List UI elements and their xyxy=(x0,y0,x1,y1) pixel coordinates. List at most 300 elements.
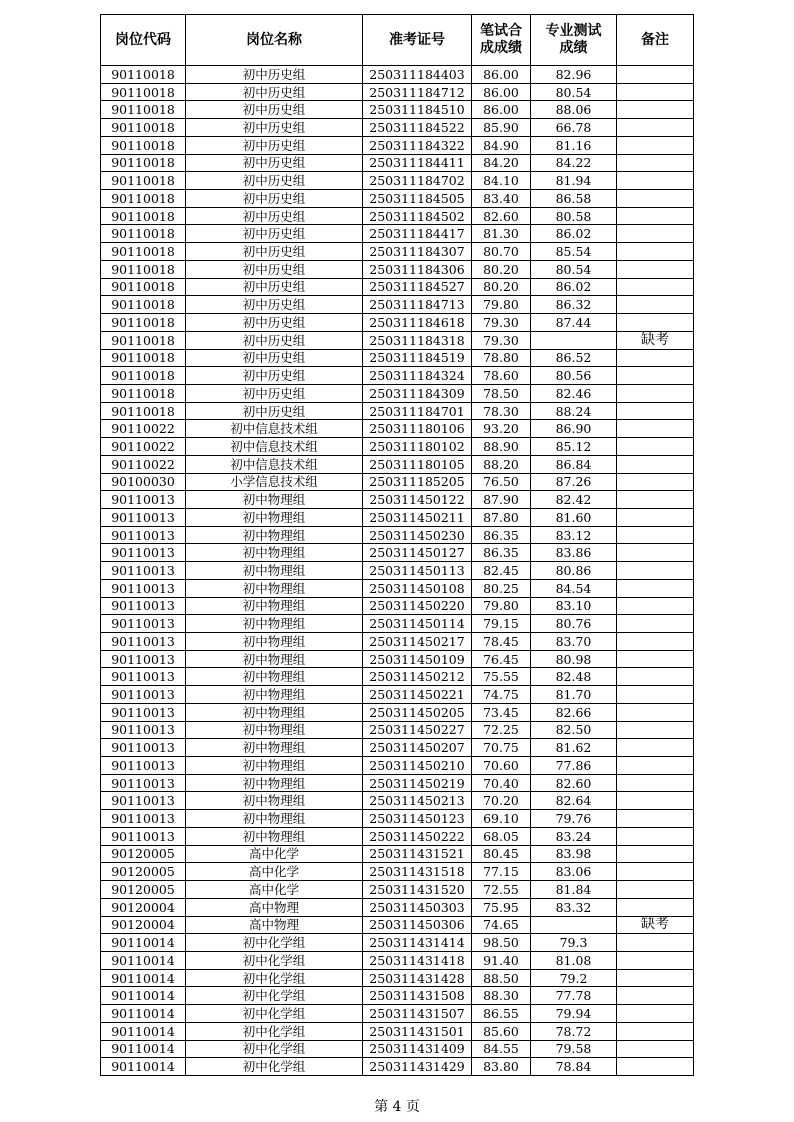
cell-position-code: 90110013 xyxy=(101,597,186,615)
cell-position-code: 90110013 xyxy=(101,526,186,544)
cell-ticket-number: 250311184502 xyxy=(363,207,472,225)
cell-position-code: 90110018 xyxy=(101,243,186,261)
cell-ticket-number: 250311184322 xyxy=(363,136,472,154)
cell-position-name: 高中物理 xyxy=(186,898,363,916)
header-written-score-text: 笔试合成成绩 xyxy=(480,23,522,56)
cell-note xyxy=(617,526,694,544)
cell-ticket-number: 250311450213 xyxy=(363,792,472,810)
cell-professional-score: 87.26 xyxy=(531,473,617,491)
cell-professional-score: 80.76 xyxy=(531,615,617,633)
cell-professional-score: 85.54 xyxy=(531,243,617,261)
cell-note xyxy=(617,172,694,190)
cell-note xyxy=(617,934,694,952)
cell-ticket-number: 250311450219 xyxy=(363,774,472,792)
table-row xyxy=(101,863,694,881)
cell-ticket-number: 250311450303 xyxy=(363,898,472,916)
cell-position-name: 高中物理 xyxy=(186,916,363,934)
cell-position-name: 初中物理组 xyxy=(186,597,363,615)
cell-written-score: 91.40 xyxy=(472,951,531,969)
cell-written-score: 93.20 xyxy=(472,420,531,438)
cell-written-score: 84.10 xyxy=(472,172,531,190)
cell-position-code: 90110013 xyxy=(101,686,186,704)
table-row xyxy=(101,951,694,969)
cell-ticket-number: 250311450212 xyxy=(363,668,472,686)
cell-professional-score: 85.12 xyxy=(531,438,617,456)
cell-professional-score: 83.10 xyxy=(531,597,617,615)
table-row xyxy=(101,827,694,845)
cell-professional-score: 86.32 xyxy=(531,296,617,314)
cell-written-score: 88.20 xyxy=(472,455,531,473)
cell-note xyxy=(617,774,694,792)
cell-note xyxy=(617,136,694,154)
cell-note xyxy=(617,384,694,402)
cell-professional-score: 81.70 xyxy=(531,686,617,704)
cell-written-score: 83.80 xyxy=(472,1058,531,1076)
cell-ticket-number: 250311431414 xyxy=(363,934,472,952)
cell-position-code: 90120004 xyxy=(101,898,186,916)
cell-professional-score: 80.98 xyxy=(531,650,617,668)
cell-position-code: 90110018 xyxy=(101,314,186,332)
cell-professional-score: 82.66 xyxy=(531,703,617,721)
cell-professional-score: 84.54 xyxy=(531,579,617,597)
cell-professional-score: 79.94 xyxy=(531,1005,617,1023)
table-row xyxy=(101,473,694,491)
cell-ticket-number: 250311184510 xyxy=(363,101,472,119)
table-row xyxy=(101,438,694,456)
cell-position-code: 90110013 xyxy=(101,703,186,721)
cell-ticket-number: 250311180102 xyxy=(363,438,472,456)
table-row xyxy=(101,845,694,863)
cell-professional-score: 82.64 xyxy=(531,792,617,810)
cell-written-score: 75.55 xyxy=(472,668,531,686)
cell-professional-score xyxy=(531,331,617,349)
cell-professional-score: 82.46 xyxy=(531,384,617,402)
cell-professional-score: 88.24 xyxy=(531,402,617,420)
cell-position-name: 初中物理组 xyxy=(186,774,363,792)
cell-professional-score: 83.70 xyxy=(531,633,617,651)
cell-written-score: 79.15 xyxy=(472,615,531,633)
table-row xyxy=(101,703,694,721)
cell-position-name: 初中信息技术组 xyxy=(186,438,363,456)
table-body xyxy=(101,66,694,1076)
cell-position-name: 初中历史组 xyxy=(186,260,363,278)
table-row xyxy=(101,66,694,84)
cell-ticket-number: 250311184713 xyxy=(363,296,472,314)
cell-ticket-number: 250311184702 xyxy=(363,172,472,190)
cell-position-code: 90110013 xyxy=(101,757,186,775)
cell-position-code: 90110018 xyxy=(101,101,186,119)
cell-written-score: 78.45 xyxy=(472,633,531,651)
cell-position-code: 90110014 xyxy=(101,1058,186,1076)
cell-note xyxy=(617,703,694,721)
table-row xyxy=(101,881,694,899)
cell-ticket-number: 250311184519 xyxy=(363,349,472,367)
cell-position-code: 90110018 xyxy=(101,278,186,296)
cell-written-score: 74.65 xyxy=(472,916,531,934)
table-row xyxy=(101,491,694,509)
table-row xyxy=(101,172,694,190)
cell-ticket-number: 250311431508 xyxy=(363,987,472,1005)
cell-position-code: 90110014 xyxy=(101,987,186,1005)
cell-position-name: 初中历史组 xyxy=(186,136,363,154)
cell-position-code: 90120005 xyxy=(101,881,186,899)
cell-professional-score: 79.3 xyxy=(531,934,617,952)
cell-written-score: 69.10 xyxy=(472,810,531,828)
table-row xyxy=(101,190,694,208)
cell-professional-score: 81.94 xyxy=(531,172,617,190)
cell-position-code: 90110022 xyxy=(101,438,186,456)
table-row xyxy=(101,916,694,934)
cell-professional-score: 79.76 xyxy=(531,810,617,828)
table-row xyxy=(101,331,694,349)
cell-position-code: 90110018 xyxy=(101,296,186,314)
table-row xyxy=(101,898,694,916)
cell-position-code: 90110018 xyxy=(101,384,186,402)
cell-position-name: 初中化学组 xyxy=(186,951,363,969)
table-row xyxy=(101,633,694,651)
cell-professional-score: 80.86 xyxy=(531,562,617,580)
cell-position-name: 初中历史组 xyxy=(186,243,363,261)
cell-position-name: 初中历史组 xyxy=(186,225,363,243)
cell-note xyxy=(617,969,694,987)
cell-ticket-number: 250311184307 xyxy=(363,243,472,261)
cell-position-name: 高中化学 xyxy=(186,863,363,881)
cell-note xyxy=(617,296,694,314)
cell-written-score: 98.50 xyxy=(472,934,531,952)
score-table xyxy=(100,14,694,1076)
cell-ticket-number: 250311450207 xyxy=(363,739,472,757)
cell-note xyxy=(617,792,694,810)
cell-note xyxy=(617,207,694,225)
cell-written-score: 86.00 xyxy=(472,101,531,119)
cell-ticket-number: 250311184701 xyxy=(363,402,472,420)
cell-professional-score: 83.98 xyxy=(531,845,617,863)
cell-position-code: 90110018 xyxy=(101,225,186,243)
cell-ticket-number: 250311450210 xyxy=(363,757,472,775)
cell-position-name: 初中历史组 xyxy=(186,349,363,367)
table-row xyxy=(101,296,694,314)
cell-position-name: 初中历史组 xyxy=(186,331,363,349)
table-row xyxy=(101,83,694,101)
cell-position-name: 初中物理组 xyxy=(186,792,363,810)
cell-position-name: 高中化学 xyxy=(186,881,363,899)
cell-professional-score: 78.72 xyxy=(531,1022,617,1040)
table-row xyxy=(101,154,694,172)
cell-position-code: 90110014 xyxy=(101,951,186,969)
table-row xyxy=(101,402,694,420)
cell-position-name: 初中物理组 xyxy=(186,686,363,704)
cell-ticket-number: 250311184522 xyxy=(363,119,472,137)
cell-note xyxy=(617,863,694,881)
cell-note xyxy=(617,827,694,845)
cell-position-code: 90110013 xyxy=(101,827,186,845)
cell-note xyxy=(617,562,694,580)
table-row xyxy=(101,526,694,544)
cell-ticket-number: 250311184411 xyxy=(363,154,472,172)
cell-note xyxy=(617,260,694,278)
cell-note xyxy=(617,225,694,243)
table-row xyxy=(101,757,694,775)
page-number: 第 4 页 xyxy=(374,1099,420,1115)
table-row xyxy=(101,1040,694,1058)
cell-note xyxy=(617,1022,694,1040)
cell-written-score: 80.20 xyxy=(472,260,531,278)
cell-professional-score: 86.02 xyxy=(531,278,617,296)
cell-written-score: 75.95 xyxy=(472,898,531,916)
cell-written-score: 84.90 xyxy=(472,136,531,154)
cell-position-code: 90110014 xyxy=(101,1022,186,1040)
cell-position-name: 初中历史组 xyxy=(186,119,363,137)
cell-position-name: 初中物理组 xyxy=(186,827,363,845)
cell-ticket-number: 250311184618 xyxy=(363,314,472,332)
cell-written-score: 85.60 xyxy=(472,1022,531,1040)
cell-note xyxy=(617,597,694,615)
table-row xyxy=(101,579,694,597)
header-ticket-number: 准考证号 xyxy=(363,15,472,66)
cell-position-code: 90110018 xyxy=(101,136,186,154)
cell-note xyxy=(617,579,694,597)
cell-position-code: 90110013 xyxy=(101,721,186,739)
cell-position-name: 初中物理组 xyxy=(186,703,363,721)
cell-written-score: 73.45 xyxy=(472,703,531,721)
cell-professional-score: 86.52 xyxy=(531,349,617,367)
cell-ticket-number: 250311450109 xyxy=(363,650,472,668)
table-row xyxy=(101,969,694,987)
cell-note xyxy=(617,1005,694,1023)
cell-note xyxy=(617,810,694,828)
cell-written-score: 88.90 xyxy=(472,438,531,456)
cell-written-score: 78.50 xyxy=(472,384,531,402)
cell-ticket-number: 250311450211 xyxy=(363,508,472,526)
cell-written-score: 70.75 xyxy=(472,739,531,757)
cell-position-code: 90110018 xyxy=(101,331,186,349)
cell-position-name: 初中物理组 xyxy=(186,739,363,757)
cell-written-score: 76.50 xyxy=(472,473,531,491)
cell-written-score: 78.30 xyxy=(472,402,531,420)
cell-position-code: 90110022 xyxy=(101,420,186,438)
cell-position-name: 初中化学组 xyxy=(186,1040,363,1058)
table-row xyxy=(101,792,694,810)
cell-position-name: 初中信息技术组 xyxy=(186,420,363,438)
cell-note xyxy=(617,650,694,668)
cell-ticket-number: 250311184324 xyxy=(363,367,472,385)
cell-position-code: 90110018 xyxy=(101,83,186,101)
cell-written-score: 85.90 xyxy=(472,119,531,137)
cell-position-code: 90110018 xyxy=(101,154,186,172)
cell-position-name: 初中物理组 xyxy=(186,544,363,562)
cell-ticket-number: 250311184403 xyxy=(363,66,472,84)
cell-ticket-number: 250311431418 xyxy=(363,951,472,969)
table-row xyxy=(101,101,694,119)
cell-written-score: 77.15 xyxy=(472,863,531,881)
header-professional-score-text: 专业测试成绩 xyxy=(545,23,602,56)
cell-professional-score: 82.42 xyxy=(531,491,617,509)
cell-position-code: 90110013 xyxy=(101,491,186,509)
cell-professional-score: 82.96 xyxy=(531,66,617,84)
cell-professional-score: 81.84 xyxy=(531,881,617,899)
cell-note xyxy=(617,951,694,969)
cell-professional-score: 86.02 xyxy=(531,225,617,243)
cell-professional-score: 80.58 xyxy=(531,207,617,225)
table-row xyxy=(101,987,694,1005)
cell-position-code: 90110013 xyxy=(101,792,186,810)
cell-ticket-number: 250311431518 xyxy=(363,863,472,881)
cell-professional-score: 77.86 xyxy=(531,757,617,775)
cell-professional-score: 87.44 xyxy=(531,314,617,332)
cell-written-score: 70.40 xyxy=(472,774,531,792)
cell-written-score: 84.20 xyxy=(472,154,531,172)
cell-note xyxy=(617,420,694,438)
cell-position-code: 90110013 xyxy=(101,810,186,828)
cell-position-name: 初中物理组 xyxy=(186,668,363,686)
cell-position-name: 初中物理组 xyxy=(186,721,363,739)
cell-position-name: 初中化学组 xyxy=(186,969,363,987)
table-row xyxy=(101,774,694,792)
table-row xyxy=(101,810,694,828)
table-row xyxy=(101,119,694,137)
cell-position-code: 90110018 xyxy=(101,207,186,225)
cell-position-name: 初中历史组 xyxy=(186,154,363,172)
cell-position-code: 90120004 xyxy=(101,916,186,934)
cell-position-code: 90110014 xyxy=(101,1040,186,1058)
cell-ticket-number: 250311450205 xyxy=(363,703,472,721)
cell-note xyxy=(617,845,694,863)
cell-position-code: 90100030 xyxy=(101,473,186,491)
cell-ticket-number: 250311180105 xyxy=(363,455,472,473)
cell-ticket-number: 250311450227 xyxy=(363,721,472,739)
cell-note xyxy=(617,615,694,633)
table-row xyxy=(101,934,694,952)
cell-ticket-number: 250311431520 xyxy=(363,881,472,899)
cell-ticket-number: 250311431507 xyxy=(363,1005,472,1023)
table-row xyxy=(101,668,694,686)
cell-position-name: 高中化学 xyxy=(186,845,363,863)
table-row xyxy=(101,455,694,473)
cell-professional-score: 81.60 xyxy=(531,508,617,526)
cell-position-name: 小学信息技术组 xyxy=(186,473,363,491)
cell-position-name: 初中物理组 xyxy=(186,810,363,828)
cell-professional-score: 81.62 xyxy=(531,739,617,757)
cell-position-code: 90110018 xyxy=(101,349,186,367)
cell-ticket-number: 250311450217 xyxy=(363,633,472,651)
cell-position-name: 初中历史组 xyxy=(186,190,363,208)
table-row xyxy=(101,207,694,225)
table-header-row xyxy=(101,15,694,66)
cell-position-code: 90110013 xyxy=(101,562,186,580)
cell-ticket-number: 250311431501 xyxy=(363,1022,472,1040)
cell-note xyxy=(617,438,694,456)
cell-written-score: 83.40 xyxy=(472,190,531,208)
cell-position-name: 初中物理组 xyxy=(186,491,363,509)
cell-note xyxy=(617,1058,694,1076)
cell-professional-score: 82.48 xyxy=(531,668,617,686)
cell-position-name: 初中历史组 xyxy=(186,367,363,385)
cell-position-name: 初中物理组 xyxy=(186,508,363,526)
cell-position-code: 90110013 xyxy=(101,633,186,651)
table-row xyxy=(101,225,694,243)
cell-position-code: 90110018 xyxy=(101,119,186,137)
cell-note xyxy=(617,154,694,172)
cell-ticket-number: 250311450306 xyxy=(363,916,472,934)
cell-professional-score: 83.86 xyxy=(531,544,617,562)
cell-position-name: 初中化学组 xyxy=(186,1005,363,1023)
cell-professional-score: 81.16 xyxy=(531,136,617,154)
cell-note xyxy=(617,83,694,101)
cell-ticket-number: 250311184306 xyxy=(363,260,472,278)
cell-note xyxy=(617,190,694,208)
cell-position-name: 初中历史组 xyxy=(186,296,363,314)
cell-position-name: 初中历史组 xyxy=(186,66,363,84)
cell-position-code: 90110013 xyxy=(101,774,186,792)
table-row xyxy=(101,615,694,633)
cell-position-name: 初中历史组 xyxy=(186,207,363,225)
table-row xyxy=(101,420,694,438)
cell-professional-score: 84.22 xyxy=(531,154,617,172)
cell-position-name: 初中历史组 xyxy=(186,101,363,119)
table-row xyxy=(101,367,694,385)
cell-position-code: 90110022 xyxy=(101,455,186,473)
cell-position-code: 90110013 xyxy=(101,668,186,686)
cell-ticket-number: 250311450220 xyxy=(363,597,472,615)
cell-position-code: 90110018 xyxy=(101,172,186,190)
cell-position-code: 90110018 xyxy=(101,190,186,208)
cell-professional-score: 83.12 xyxy=(531,526,617,544)
cell-professional-score: 82.60 xyxy=(531,774,617,792)
cell-position-name: 初中历史组 xyxy=(186,402,363,420)
cell-position-name: 初中信息技术组 xyxy=(186,455,363,473)
cell-ticket-number: 250311431429 xyxy=(363,1058,472,1076)
cell-written-score: 80.70 xyxy=(472,243,531,261)
cell-professional-score: 83.06 xyxy=(531,863,617,881)
cell-note xyxy=(617,668,694,686)
cell-written-score: 79.80 xyxy=(472,296,531,314)
cell-written-score: 80.45 xyxy=(472,845,531,863)
cell-note xyxy=(617,633,694,651)
cell-note xyxy=(617,686,694,704)
cell-ticket-number: 250311450222 xyxy=(363,827,472,845)
table-row xyxy=(101,721,694,739)
cell-note xyxy=(617,367,694,385)
cell-written-score: 82.45 xyxy=(472,562,531,580)
cell-position-code: 90110014 xyxy=(101,969,186,987)
cell-position-name: 初中物理组 xyxy=(186,562,363,580)
cell-note xyxy=(617,721,694,739)
cell-position-name: 初中物理组 xyxy=(186,615,363,633)
cell-written-score: 86.55 xyxy=(472,1005,531,1023)
table-row xyxy=(101,562,694,580)
cell-position-code: 90110013 xyxy=(101,544,186,562)
cell-ticket-number: 250311185205 xyxy=(363,473,472,491)
cell-position-name: 初中物理组 xyxy=(186,579,363,597)
cell-professional-score: 82.50 xyxy=(531,721,617,739)
table-row xyxy=(101,384,694,402)
header-note: 备注 xyxy=(617,15,694,66)
cell-ticket-number: 250311184417 xyxy=(363,225,472,243)
cell-written-score: 86.35 xyxy=(472,544,531,562)
table-row xyxy=(101,1058,694,1076)
cell-position-code: 90110013 xyxy=(101,615,186,633)
cell-written-score: 82.60 xyxy=(472,207,531,225)
cell-position-code: 90110018 xyxy=(101,402,186,420)
cell-note xyxy=(617,243,694,261)
cell-ticket-number: 250311184318 xyxy=(363,331,472,349)
cell-written-score: 70.20 xyxy=(472,792,531,810)
cell-note xyxy=(617,881,694,899)
cell-written-score: 74.75 xyxy=(472,686,531,704)
cell-written-score: 78.60 xyxy=(472,367,531,385)
header-professional-score xyxy=(531,15,617,66)
table-row xyxy=(101,314,694,332)
